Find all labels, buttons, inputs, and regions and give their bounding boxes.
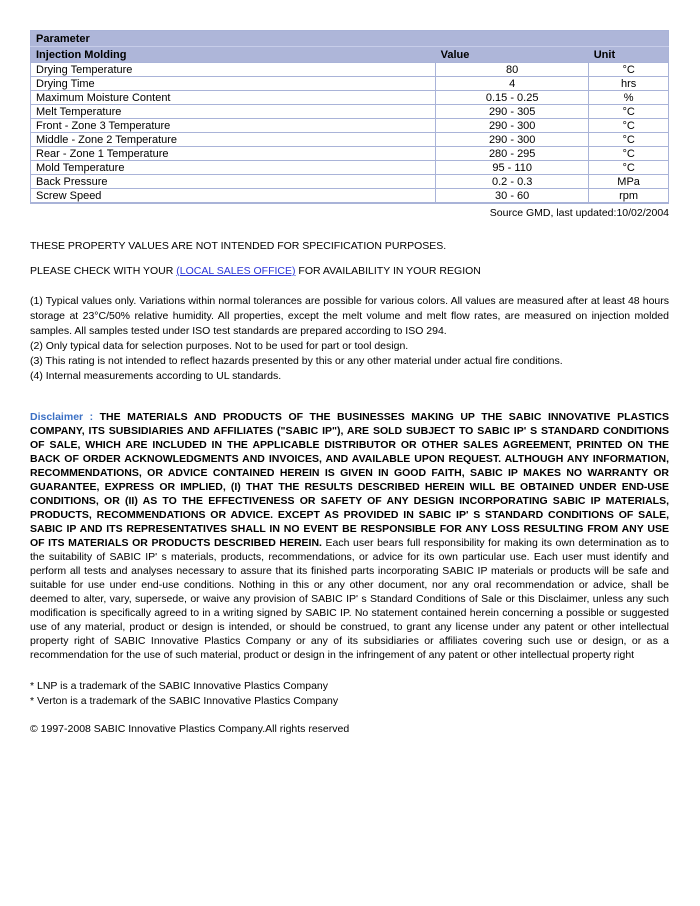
unit-cell: MPa — [589, 175, 669, 189]
disclaimer-label: Disclaimer : — [30, 411, 100, 423]
unit-cell: °C — [589, 133, 669, 147]
value-cell: 0.15 - 0.25 — [436, 91, 589, 105]
table-row — [31, 119, 669, 133]
unit-cell: % — [589, 91, 669, 105]
parameter-cell: Drying Temperature — [31, 63, 436, 77]
value-cell: 4 — [436, 77, 589, 91]
parameter-cell: Front - Zone 3 Temperature — [31, 119, 436, 133]
disclaimer-paragraph — [30, 410, 669, 662]
table-row — [31, 91, 669, 105]
spec-statement: THESE PROPERTY VALUES ARE NOT INTENDED FOR SPECIFICATION PURPOSES. — [30, 240, 447, 252]
trademark-block — [30, 679, 669, 709]
table-group-header-row — [31, 31, 669, 47]
trademark-verton: * Verton is a trademark of the SABIC Innovative Plastics Company — [30, 695, 339, 707]
table-row — [31, 133, 669, 147]
disclaimer-body-text: Each user bears full responsibility for making its own determination as to the suitability of SABIC IP' s materials, products, recommendations, or advice for its own particular use. Each user must identify and perform all tests and analyses necessary to assure that its finished parts incorporating SABIC IP materials or products will be safe and suitable for use under end-use conditions. Nothing in this or any other document, nor any oral recommendation or advice, shall be deemed to alter, vary, supersede, or waive any provision of SABIC IP' s Standard Conditions of Sale or this Disclaimer, unless any such modification is specifically agreed to in a writing signed by SABIC IP. No statement contained herein concerning a possible or suggested use of any material, product or design is intended, or should be construed, to grant any license under any patent or other intellectual property right of SABIC Innovative Plastics Company or any of its subsidiaries or affiliates covering such use or design, or as a recommendation for the use of such material, product or design in the infringement of any patent or other intellectual property right — [30, 537, 669, 661]
value-cell: 290 - 305 — [436, 105, 589, 119]
table-row — [31, 175, 669, 189]
parameter-cell: Mold Temperature — [31, 161, 436, 175]
value-cell: 290 - 300 — [436, 133, 589, 147]
source-note: Source GMD, last updated:10/02/2004 — [489, 207, 669, 219]
parameter-cell: Melt Temperature — [31, 105, 436, 119]
column-header-unit: Unit — [589, 47, 669, 63]
parameter-cell: Rear - Zone 1 Temperature — [31, 147, 436, 161]
value-cell: 290 - 300 — [436, 119, 589, 133]
table-row — [31, 161, 669, 175]
region-statement-suffix: FOR AVAILABILITY IN YOUR REGION — [295, 265, 481, 277]
table-row — [31, 147, 669, 161]
footnote-1: (1) Typical values only. Variations within normal tolerances are possible for various colors. All values are measured after at least 48 hours storage at 23°C/50% relative humidity. All properties, except the melt volume and melt flow rates, are measured on injection molded samples. All samples tested under ISO test standards are prepared according to ISO 294. — [30, 295, 669, 337]
local-sales-office-link[interactable]: (LOCAL SALES OFFICE) — [176, 265, 296, 277]
unit-cell: °C — [589, 147, 669, 161]
table-row — [31, 77, 669, 91]
parameter-cell: Drying Time — [31, 77, 436, 91]
footnotes-block — [30, 294, 669, 384]
value-cell: 0.2 - 0.3 — [436, 175, 589, 189]
table-column-header-row — [31, 47, 669, 63]
region-availability-statement — [30, 265, 669, 277]
table-row — [31, 189, 669, 204]
column-header-parameter: Injection Molding — [31, 47, 436, 63]
unit-cell: °C — [589, 105, 669, 119]
unit-cell: hrs — [589, 77, 669, 91]
footnote-3: (3) This rating is not intended to reflect hazards presented by this or any other material under actual fire conditions. — [30, 355, 563, 367]
value-cell: 280 - 295 — [436, 147, 589, 161]
footnote-4: (4) Internal measurements according to UL standards. — [30, 370, 282, 382]
copyright-line: © 1997-2008 SABIC Innovative Plastics Company.All rights reserved — [30, 723, 350, 735]
parameter-cell: Middle - Zone 2 Temperature — [31, 133, 436, 147]
parameter-cell: Back Pressure — [31, 175, 436, 189]
unit-cell: °C — [589, 63, 669, 77]
parameter-cell: Maximum Moisture Content — [31, 91, 436, 105]
trademark-lnp: * LNP is a trademark of the SABIC Innovative Plastics Company — [30, 680, 329, 692]
unit-cell: °C — [589, 119, 669, 133]
unit-cell: °C — [589, 161, 669, 175]
injection-molding-table — [30, 30, 669, 204]
table-row — [31, 63, 669, 77]
footnote-2: (2) Only typical data for selection purposes. Not to be used for part or tool design. — [30, 340, 409, 352]
column-header-value: Value — [436, 47, 589, 63]
table-row — [31, 105, 669, 119]
region-statement-prefix: PLEASE CHECK WITH YOUR — [30, 265, 177, 277]
unit-cell: rpm — [589, 189, 669, 204]
value-cell: 95 - 110 — [436, 161, 589, 175]
parameter-cell: Screw Speed — [31, 189, 436, 204]
value-cell: 80 — [436, 63, 589, 77]
group-header-cell: Parameter — [31, 31, 669, 47]
disclaimer-bold-text: THE MATERIALS AND PRODUCTS OF THE BUSINESSES MAKING UP THE SABIC INNOVATIVE PLASTICS COMPANY, ITS SUBSIDIARIES AND AFFILIATES ("SABIC IP"), ARE SOLD SUBJECT TO SABIC IP' S STANDARD CONDITIONS OF SALE, WHICH ARE INCLUDED IN THE APPLICABLE DISTRIBUTOR OR OTHER SALES AGREEMENT, PRINTED ON THE BACK OF ORDER ACKNOWLEDGMENTS AND INVOICES, AND AVAILABLE UPON REQUEST. ALTHOUGH ANY INFORMATION, RECOMMENDATIONS, OR ADVICE CONTAINED HEREIN IS GIVEN IN GOOD FAITH, SABIC IP MAKES NO WARRANTY OR GUARANTEE, EXPRESS OR IMPLIED, (I) THAT THE RESULTS DESCRIBED HEREIN WILL BE OBTAINED UNDER END-USE CONDITIONS, OR (II) AS TO THE EFFECTIVENESS OR SAFETY OF ANY DESIGN INCORPORATING SABIC IP MATERIALS, PRODUCTS, RECOMMENDATIONS OR ADVICE. EXCEPT AS PROVIDED IN SABIC IP' S STANDARD CONDITIONS OF SALE, SABIC IP AND ITS REPRESENTATIVES SHALL IN NO EVENT BE RESPONSIBLE FOR ANY LOSS RESULTING FROM ANY USE OF ITS MATERIALS OR PRODUCTS DESCRIBED HEREIN. — [30, 411, 669, 549]
value-cell: 30 - 60 — [436, 189, 589, 204]
